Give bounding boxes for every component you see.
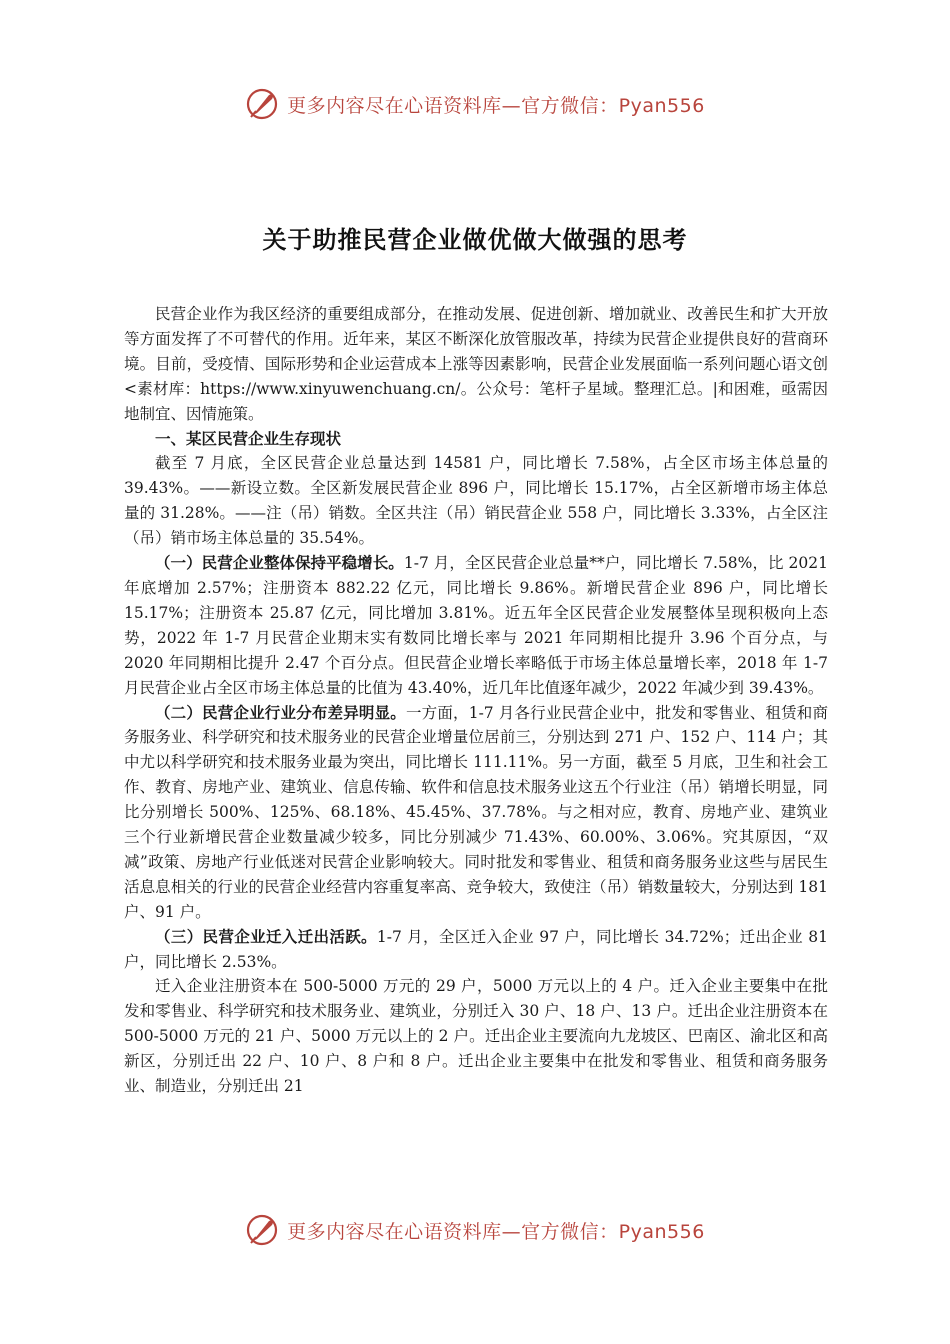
feather-pen-logo-icon	[245, 87, 279, 121]
intro-paragraph: 民营企业作为我区经济的重要组成部分，在推动发展、促进创新、增加就业、改善民生和扩大开放等方面发挥了不可替代的作用。近年来，某区不断深化放管服改革，持续为民营企业提供良好的营商环境。目前，受疫情、国际形势和企业运营成本上涨等因素影响，民营企业发展面临一系列问题心语文创<素材库：https://www.xinyuwenchuang.cn/。公众号：笔杆子星域。整理汇总。|和困难，亟需因地制宜、因情施策。	[124, 305, 828, 423]
paragraph-lead: （二）民营企业行业分布差异明显。	[155, 703, 406, 722]
summary-paragraph: 截至 7 月底，全区民营企业总量达到 14581 户，同比增长 7.58%，占全区市场主体总量的 39.43%。——新设立数。全区新发展民营企业 896 户，同比增长 15.17%，占全区新增市场主体总量的 31.28%。——注（吊）销数。全区共注（吊）销民营企业 558 户，同比增长 3.33%，占全区注（吊）销市场主体总量的 35.54%。	[124, 454, 828, 548]
feather-pen-logo-icon	[245, 1213, 279, 1247]
watermark-banner-bottom	[0, 1210, 950, 1250]
paragraph-migration-detail: 迁入企业注册资本在 500-5000 万元的 29 户，5000 万元以上的 4 户。迁入企业主要集中在批发和零售业、科学研究和技术服务业、建筑业，分别迁入 30 户、18 户、13 户。迁出企业注册资本在 500-5000 万元的 21 户、5000 万元以上的 2 户。迁出企业主要流向九龙坡区、巴南区、渝北区和高新区，分别迁出 22 户、10 户、8 户和 8 户。迁出企业主要集中在批发和零售业、租赁和商务服务业、制造业，分别迁出 21	[124, 977, 828, 1096]
paragraph-lead: （三）民营企业迁入迁出活跃。	[155, 927, 377, 946]
paragraph-text: 1-7 月，全区民营企业总量**户，同比增长 7.58%，比 2021 年底增加 2.57%；注册资本 882.22 亿元，同比增长 9.86%。新增民营企业 896 户，同比增长 15.17%；注册资本 25.87 亿元，同比增加 3.81%。近五年全区民营企业发展整体呈现积极向上态势，2022 年 1-7 月民营企业期末实有数同比增长率与 2021 年同期相比提升 3.96 个百分点，与 2020 年同期相比提升 2.47 个百分点。但民营企业增长率略低于市场主体总量增长率，2018 年 1-7 月民营企业占全区市场主体总量的比值为 43.40%，近几年比值逐年减少，2022 年减少到 39.43%。	[124, 554, 828, 697]
paragraph-text: 1-7 月，全区迁入企业 97 户，同比增长 34.72%；迁出企业 81 户，同比增长 2.53%。	[124, 927, 828, 971]
watermark-banner-top	[0, 84, 950, 124]
paragraph-industry-distribution	[124, 701, 828, 925]
document-body	[124, 302, 828, 1099]
section-heading: 一、某区民营企业生存现状	[155, 429, 342, 448]
paragraph-overall-growth	[124, 551, 828, 700]
paragraph-migration	[124, 925, 828, 975]
watermark-text: 更多内容尽在心语资料库—官方微信：Pyan556	[287, 94, 705, 117]
watermark-text: 更多内容尽在心语资料库—官方微信：Pyan556	[287, 1220, 705, 1243]
document-title: 关于助推民营企业做优做大做强的思考	[262, 226, 688, 254]
paragraph-text: 一方面，1-7 月各行业民营企业中，批发和零售业、租赁和商务服务业、科学研究和技术服务业的民营企业增量位居前三，分别达到 271 户、152 户、114 户；其中尤以科学研究和技术服务业最为突出，同比增长 111.11%。另一方面，截至 5 月底，卫生和社会工作、教育、房地产业、建筑业、信息传输、软件和信息技术服务业这五个行业注（吊）销增长明显，同比分别增长 500%、125%、68.18%、45.45%、37.78%。与之相对应，教育、房地产业、建筑业三个行业新增民营企业数量减少较多，同比分别减少 71.43%、60.00%、3.06%。究其原因，“双减”政策、房地产行业低迷对民营企业影响较大。同时批发和零售业、租赁和商务服务业这些与居民生活息息相关的行业的民营企业经营内容重复率高、竞争较大，致使注（吊）销数量较大，分别达到 181 户、91 户。	[124, 703, 828, 921]
paragraph-lead: （一）民营企业整体保持平稳增长。	[155, 554, 404, 573]
